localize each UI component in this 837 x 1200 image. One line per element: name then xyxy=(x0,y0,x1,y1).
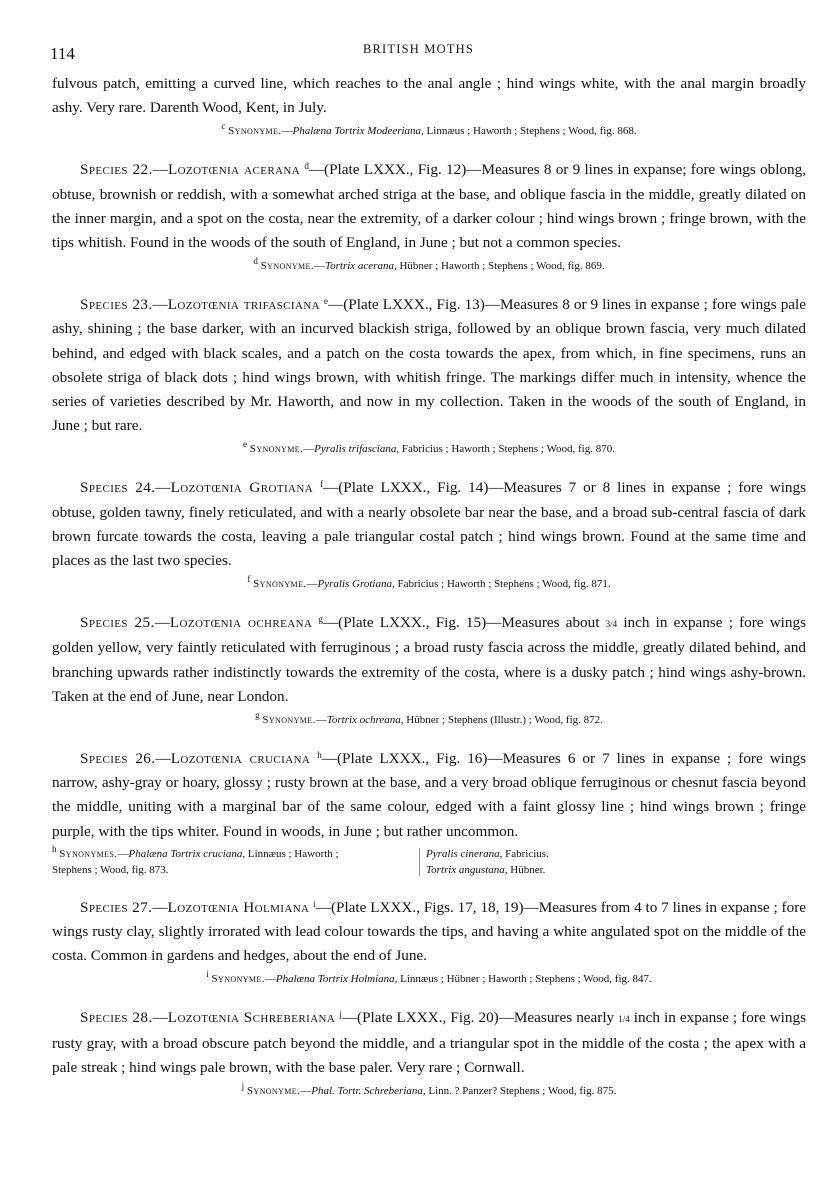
footnote-mark: c xyxy=(221,121,226,132)
species-genus: Lozotœnia cruciana xyxy=(170,750,311,768)
footnote-species: Pyralis cinerana, xyxy=(426,847,503,860)
footnote-rest: Hübner ; Haworth ; Stephens ; Wood, fig. 869. xyxy=(396,260,605,273)
running-title: BRITISH MOTHS xyxy=(362,42,475,56)
page-number: 114 xyxy=(50,44,75,63)
fraction: 3/4 xyxy=(605,619,618,630)
continuation-entry xyxy=(52,72,806,140)
footnote-ref: f xyxy=(320,479,323,490)
species-text xyxy=(52,1006,806,1080)
footnote-rest: Hübner. xyxy=(507,863,546,876)
footnote-species: Phalæna Tortrix Modeeriana, xyxy=(292,125,424,138)
footnote-rest: Linnæus ; Hübner ; Haworth ; Stephens ; Wood, fig. 847. xyxy=(397,973,652,986)
species-genus: Lozotœnia Holmiana xyxy=(167,898,310,916)
footnote-ref: h xyxy=(317,750,322,761)
footnote-mark: h xyxy=(52,843,57,854)
footnote-label: Synonyme. xyxy=(260,260,314,273)
species-entry-22 xyxy=(52,158,806,275)
species-label: Species 26. xyxy=(80,750,156,768)
species-label: Species 25. xyxy=(80,614,155,632)
footnote-label: Synonyme. xyxy=(262,714,316,727)
species-genus: Lozotœnia trifasciana xyxy=(167,296,321,314)
continuation-text: fulvous patch, emitting a curved line, which reaches to the anal angle ; hind wings white, with the anal margin broadly ashy. Very rare. Darenth Wood, Kent, in July. xyxy=(52,75,806,117)
footnote-mark: f xyxy=(247,574,251,585)
fraction: 1/4 xyxy=(618,1014,630,1025)
footnote-g xyxy=(52,712,806,729)
species-description: —(Plate LXXX., Fig. 13)—Measures 8 or 9 lines in expanse ; fore wings pale ashy, shining ; the base darker, with an incurved blackish striga, followed by an oblique brown fascia, very much dilated behind, and edged with black scales, and a patch on the costa towards the apex, from which, in fine specimens, runs an obsolete striga of black dots ; hind wings brown, with whitish fringe. The markings differ much in intensity, whence the series of varieties described by Mr. Haworth, and now in my collection. Taken in the woods of the south of England, in June ; but rare. xyxy=(52,296,807,435)
footnote-h xyxy=(52,843,806,878)
footnote-ref: d xyxy=(304,161,309,172)
footnote-rest: Linnæus ; Haworth ; xyxy=(245,847,339,860)
species-genus: Lozotœnia acerana xyxy=(167,161,301,179)
footnote-ref: e xyxy=(324,296,329,307)
footnote-mark: j xyxy=(241,1081,245,1092)
footnote-rest: Hübner ; Stephens (Illustr.) ; Wood, fig. 872. xyxy=(403,714,603,727)
footnote-j xyxy=(52,1083,806,1100)
footnote-h-left xyxy=(52,843,412,878)
footnote-mark: i xyxy=(206,969,209,980)
species-description: inch in expanse ; fore wings rusty gray, with a broad obscure patch beyond the middle, and a triangular spot in the middle of the costa ; the apex with a pale streak ; hind wings pale brown, with the base paler. Very rare ; Cornwall. xyxy=(52,1009,806,1076)
species-label: Species 22. xyxy=(80,161,153,179)
species-label: Species 27. xyxy=(80,898,153,916)
species-label: Species 23. xyxy=(80,296,153,314)
footnote-rest: Fabricius ; Haworth ; Stephens ; Wood, fig. 871. xyxy=(394,578,611,591)
footnote-dash: — xyxy=(264,973,276,986)
species-genus: Lozotœnia ochreana xyxy=(169,614,313,632)
species-entry-23 xyxy=(52,293,806,458)
footnote-label: Synonyme. xyxy=(228,125,282,138)
footnote-rest: Linnæus ; Haworth ; Stephens ; Wood, fig. 868. xyxy=(423,125,637,138)
footnote-rest: Linn. ? Panzer? Stephens ; Wood, fig. 875. xyxy=(425,1085,617,1098)
species-entry-28 xyxy=(52,1006,806,1100)
footnote-label: Synonyme. xyxy=(246,1085,301,1098)
footnote-species: Phal. Tortr. Schreberiana, xyxy=(311,1085,426,1098)
footnote-h-right xyxy=(426,846,806,878)
footnote-dash: — xyxy=(314,260,325,273)
species-dash: — xyxy=(152,898,168,916)
species-description-start: —(Plate LXXX., Fig. 20)—Measures nearly xyxy=(341,1009,619,1027)
footnote-mark: g xyxy=(255,710,260,721)
footnote-label: Synonymes. xyxy=(59,847,118,860)
species-text xyxy=(52,476,806,573)
footnote-species: Tortrix angustana, xyxy=(426,863,508,876)
species-dash: — xyxy=(155,750,171,768)
species-label: Species 28. xyxy=(80,1009,153,1027)
species-description: —(Plate LXXX., Fig. 14)—Measures 7 or 8 lines in expanse ; fore wings obtuse, golden tawny, finely reticulated, and with a nearly obsolete bar near the base, and a broad sub-central fascia of dark brown furcate towards the costa, leaving a pale triangular costal patch ; hind wings brown. Found at the same time and places as the last two species. xyxy=(52,479,807,570)
species-description: —(Plate LXXX., Fig. 16)—Measures 6 or 7 lines in expanse ; fore wings narrow, ashy-gray or hoary, glossy ; rusty brown at the base, and a very broad oblique ferruginous or chesnut fascia beyond the middle, uniting with a marginal bar of the same colour, edged with a faint glossy line ; hind wings brown ; fringe purple, with the tips whiter. Found in woods, in June ; but rather uncommon. xyxy=(52,750,806,840)
footnote-dash: — xyxy=(300,1085,312,1098)
species-genus: Lozotœnia Grotiana xyxy=(170,479,314,497)
footnote-species: Tortrix acerana, xyxy=(325,260,397,273)
footnote-rest: Fabricius ; Haworth ; Stephens ; Wood, fig. 870. xyxy=(399,443,615,456)
species-dash: — xyxy=(152,1009,168,1027)
species-description: inch in expanse ; fore wings golden yellow, very faintly reticulated with ferruginous ; a broad rusty fascia across the middle, greatly dilated behind, and branching upwards rather indistinctly towards the extremity of the costa, where is a dusky patch ; hind wings ashy-brown. Taken at the end of June, near London. xyxy=(52,614,806,705)
footnote-label: Synonyme. xyxy=(211,973,265,986)
footnote-species: Pyralis Grotiana, xyxy=(317,578,395,591)
footnote-label: Synonyme. xyxy=(249,443,304,456)
species-description: —(Plate LXXX., Figs. 17, 18, 19)—Measures from 4 to 7 lines in expanse ; fore wings rusty clay, slightly irrorated with lead colour towards the tips, and having a white angulated spot on the middle of the costa. Common in gardens and hedges, about the end of June. xyxy=(52,898,806,965)
species-text xyxy=(52,896,806,969)
running-head xyxy=(0,40,837,64)
footnote-c xyxy=(52,123,806,140)
footnote-d xyxy=(52,258,806,275)
footnote-dash: — xyxy=(117,847,129,860)
footnote-dash: — xyxy=(315,714,327,727)
footnote-species: Tortrix ochreana, xyxy=(326,714,404,727)
footnote-f xyxy=(52,576,806,593)
species-text xyxy=(52,611,806,709)
footnote-mark: d xyxy=(253,256,258,267)
footnote-dash: — xyxy=(303,443,315,456)
species-entry-24 xyxy=(52,476,806,593)
footnote-line2: Stephens ; Wood, fig. 873. xyxy=(52,863,169,876)
species-label: Species 24. xyxy=(80,479,156,497)
species-genus: Lozotœnia Schreberiana xyxy=(167,1009,336,1027)
footnote-ref: g xyxy=(318,614,323,625)
species-entry-27 xyxy=(52,896,806,989)
species-entry-26 xyxy=(52,747,806,878)
species-dash: — xyxy=(155,479,171,497)
footnote-label: Synonyme. xyxy=(253,578,307,591)
footnote-species: Phalæna Tortrix Holmiana, xyxy=(275,973,398,986)
species-dash: — xyxy=(154,614,170,632)
species-text xyxy=(52,158,806,255)
species-description-start: —(Plate LXXX., Fig. 15)—Measures about xyxy=(322,614,606,632)
species-description: —(Plate LXXX., Fig. 12)—Measures 8 or 9 lines in expanse; fore wings oblong, obtuse, brownish or reddish, with a somewhat arched striga at the base, and oblique fascia in the middle, greatly dilated on the inner margin, and a spot on the costa, near the extremity, of a darker colour ; hind wings brown ; fringe brown, with the tips whitish. Found in the woods of the south of England, in June ; but not a common species. xyxy=(52,161,806,252)
species-text xyxy=(52,747,806,844)
species-entry-25 xyxy=(52,611,806,729)
footnote-ref: i xyxy=(313,898,316,909)
footnote-ref: j xyxy=(339,1009,342,1020)
footnote-species: Pyralis trifasciana, xyxy=(314,443,400,456)
footnote-dash: — xyxy=(306,578,318,591)
footnote-i xyxy=(52,971,806,988)
species-dash: — xyxy=(152,161,168,179)
footnote-dash: — xyxy=(281,125,293,138)
footnote-divider xyxy=(419,848,420,876)
footnote-species: Phalæna Tortrix cruciana, xyxy=(128,847,246,860)
body-text xyxy=(52,72,806,1100)
footnote-mark: e xyxy=(243,439,248,450)
species-text xyxy=(52,293,806,438)
footnote-rest: Fabricius. xyxy=(502,847,549,860)
footnote-e xyxy=(52,441,806,458)
species-dash: — xyxy=(152,296,168,314)
